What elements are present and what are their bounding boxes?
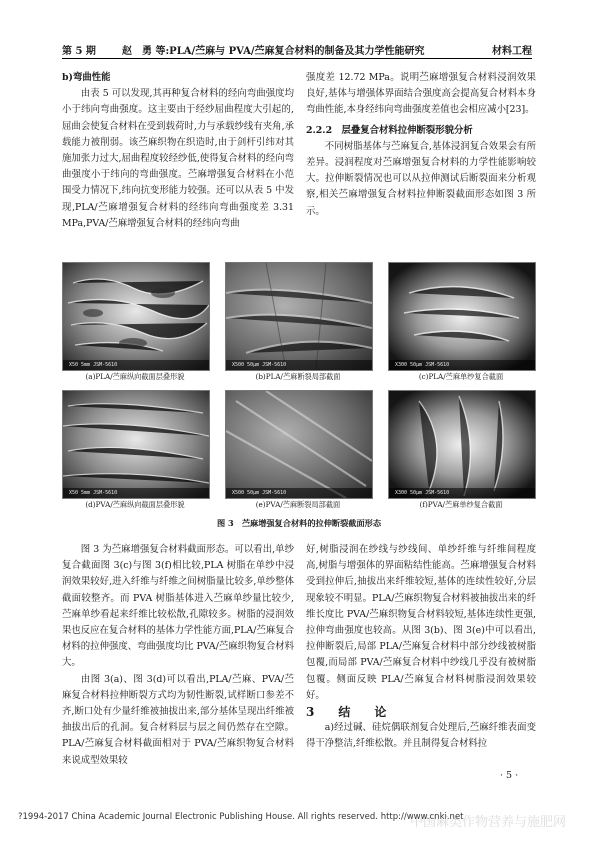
subheading-bending: b)弯曲性能 xyxy=(62,72,111,83)
paragraph: 由表 5 可以发现,其再种复合材料的经向弯曲强度均小于纬向弯曲强度。这主要由于经纱屈曲程度大引起的,屈曲会使复合材料在受到载荷时,力与承载纱线有夹角,承载能力被削弱。该苎麻织物在织造时,由于剑杆引纬对其施加张力过大,屈曲程度较经纱低,使得复合材料的经向弯曲强度小于纬向的弯曲强度。苎麻增强复合材料在小范围受力情况下,纬向抗变形能力较强。还可以从表 5 中发现,PLA/苎麻增强复合材料的经纬向弯曲强度差 3.31 MPa,PVA/苎麻增强复合材料的经纬向弯曲 xyxy=(62,88,294,229)
sem-image-c xyxy=(388,262,536,371)
paragraph: a)经过碱、硅烷偶联剂复合处理后,苎麻纤维表面变得干净整洁,纤维松散。并且制得复合材料拉 xyxy=(306,722,536,750)
journal-name: 材料工程 xyxy=(492,46,532,57)
sem-image-f xyxy=(388,390,536,499)
caption-f: (f)PVA/苎麻单纱复合截面 xyxy=(419,500,503,509)
sem-scale-bar: X500 50μm JSM-5610 xyxy=(226,360,372,370)
section-heading-conclusion: 3 结 论 xyxy=(306,705,393,720)
right-column-top xyxy=(306,70,536,220)
subheading-fracture: 2.2.2 层叠复合材料拉伸断裂形貌分析 xyxy=(306,124,473,136)
sem-scale-bar: X500 50μm JSM-5610 xyxy=(226,488,372,498)
figure-3 xyxy=(62,262,536,542)
caption-e: (e)PVA/苎麻断裂局部截面 xyxy=(255,500,341,509)
paragraph: 图 3 为苎麻增强复合材料截面形态。可以看出,单纱复合截面图 3(c)与图 3(f)相比较,PLA 树脂在单纱中浸润效果较好,进入纤维与纤维之间树脂量比较多,单纱整体截面较整齐。而 PVA 树脂基体进入苎麻单纱量比较少,苎麻单纱看起来纤维比较松散,孔隙较多。树脂的浸润效果也反应在复合材料的基体力学性能方面,PLA/苎麻复合材料的拉伸强度、弯曲强度均比 PVA/苎麻织物复合材料大。 xyxy=(62,544,294,669)
caption-d: (d)PVA/苎麻纵向截面层叠形貌 xyxy=(85,500,185,509)
caption-b: (b)PLA/苎麻断裂局部截面 xyxy=(255,372,341,381)
paragraph: 好,树脂浸润在纱线与纱线间、单纱纤维与纤维间程度高,树脂与增强体的界面粘结性能高。苎麻增强复合材料受到拉伸后,抽拔出来纤维较短,基体的连续性较好,分层现象较不明显。PLA/苎麻织物复合材料被抽拔出来的纤维长度比 PVA/苎麻织物复合材料较短,基体连续性更强,拉伸弯曲强度也较高。从图 3(b)、图 3(e)中可以看出,拉伸断裂后,局部 PLA/苎麻复合材料中部分纱线被树脂包覆,而局部 PVA/苎麻复合材料中纱线几乎没有被树脂包覆。侧面反映 PLA/苎麻复合材料树脂浸润效果较好。 xyxy=(306,544,536,701)
left-column-bottom xyxy=(62,542,294,769)
sem-scale-bar: X300 50μm JSM-5610 xyxy=(389,488,535,498)
caption-a: (a)PLA/苎麻纵向截面层叠形貌 xyxy=(85,372,185,381)
watermark-logo xyxy=(410,810,590,832)
left-column-top xyxy=(62,70,294,232)
sem-image-a xyxy=(62,262,210,371)
caption-c: (c)PLA/苎麻单纱复合截面 xyxy=(418,372,504,381)
sem-scale-bar: X50 5mm JSM-5610 xyxy=(63,488,209,498)
issue-number: 第 5 期 xyxy=(62,46,96,57)
sem-scale-bar: X50 5mm JSM-5610 xyxy=(63,360,209,370)
running-header xyxy=(62,40,532,58)
sem-image-d xyxy=(62,390,210,499)
sem-image-b xyxy=(225,262,373,371)
watermark-text: 中国麻类作物营养与施肥网 xyxy=(410,815,567,830)
paragraph: 强度差 12.72 MPa。说明苎麻增强复合材料浸润效果良好,基体与增强体界面结合强度高会提高复合材料本身弯曲性能,本身经纬向弯曲强度差值也会相应减小[23]。 xyxy=(306,72,536,116)
header-rule xyxy=(62,58,532,59)
page-number: · 5 · xyxy=(500,770,519,781)
figure-caption: 图 3 苎麻增强复合材料的拉伸断裂截面形态 xyxy=(216,518,382,528)
running-title: 赵 勇 等:PLA/苎麻与 PVA/苎麻复合材料的制备及其力学性能研究 xyxy=(122,46,425,57)
copyright-line: ?1994-2017 China Academic Journal Electronic Publishing House. All rights reserved. http://www.cnki.net xyxy=(18,812,464,822)
sem-image-e xyxy=(225,390,373,499)
sem-scale-bar: X300 50μm JSM-5610 xyxy=(389,360,535,370)
paragraph: 由图 3(a)、图 3(d)可以看出,PLA/苎麻、PVA/苎麻复合材料拉伸断裂方式均为韧性断裂,试样断口参差不齐,断口处有少量纤维被抽拔出来,部分基体呈现出纤维被抽拔出后的孔洞。复合材料层与层之间仍然存在空隙。PLA/苎麻复合材料截面相对于 PVA/苎麻织物复合材料来说成型效果较 xyxy=(62,673,294,766)
paragraph: 不同树脂基体与苎麻复合,基体浸润复合效果会有所差异。浸润程度对苎麻增强复合材料的力学性能影响较大。拉伸断裂情况也可以从拉伸测试后断裂面来分析观察,相关苎麻增强复合材料拉伸断裂截面形态如图 3 所示。 xyxy=(306,140,536,217)
right-column-bottom xyxy=(306,542,536,753)
